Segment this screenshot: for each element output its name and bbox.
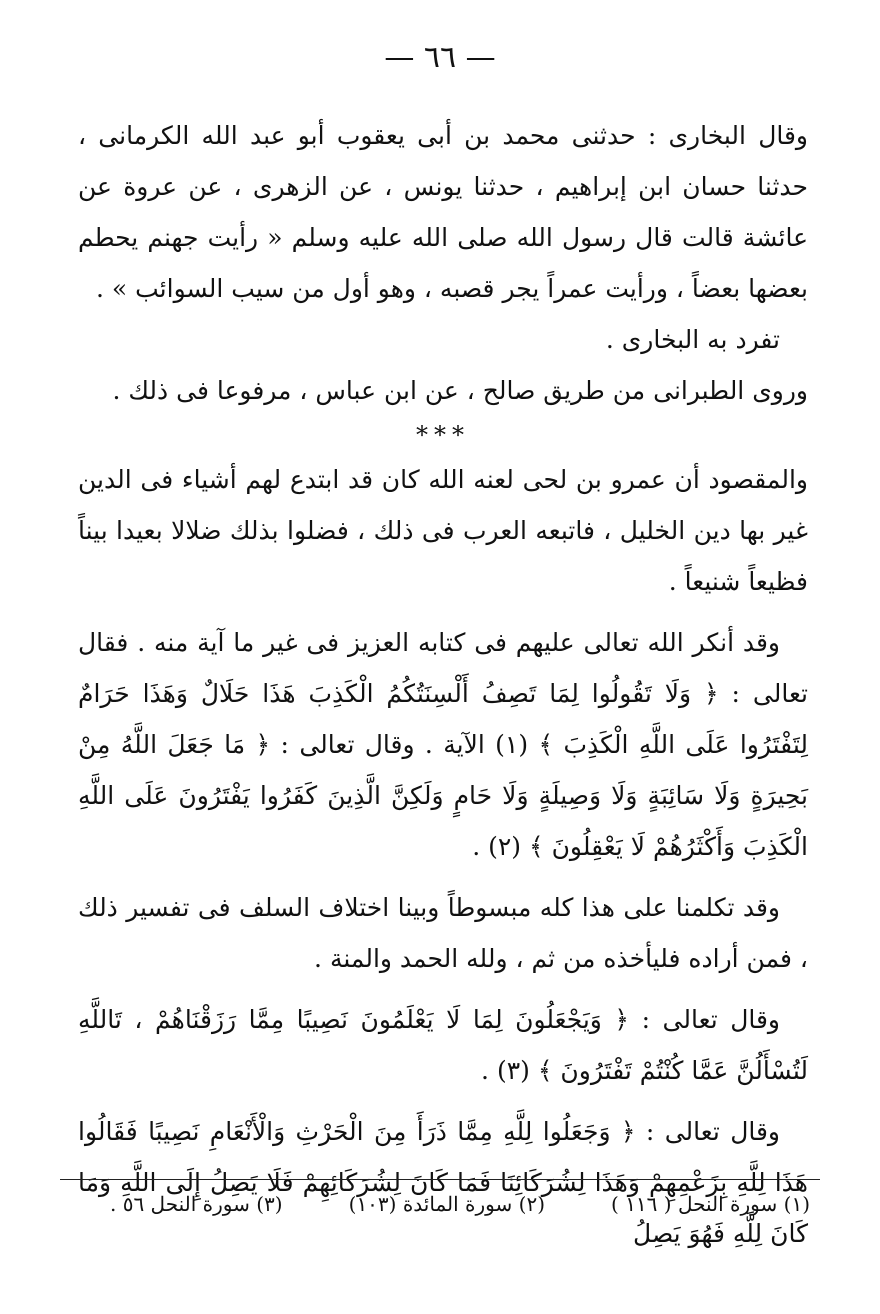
- paragraph-verse-anam: وقال تعالى : ﴿ وَجَعَلُوا لِلَّهِ مِمَّا ذَرَأَ مِنَ الْحَرْثِ وَالْأَنْعَامِ نَصِيبًا فَقَالُوا هَذَا لِلَّهِ بِزَعْمِهِمْ وَهَذَا لِشُرَكَائِنَا فَمَا كَانَ لِشُرَكَائِهِمْ فَلَا يَصِلُ إِلَى اللَّهِ وَمَا كَانَ لِلَّهِ فَهُوَ يَصِلُ: [78, 1117, 808, 1248]
- body-text: [78, 110, 808, 1259]
- paragraph-bukhari-note: تفرد به البخارى .: [605, 325, 780, 354]
- paragraph-tabarani: وروى الطبرانى من طريق صالح ، عن ابن عباس ، مرفوعا فى ذلك .: [112, 376, 808, 405]
- footnote-divider: [60, 1179, 820, 1180]
- section-separator: ***: [416, 421, 470, 449]
- paragraph-bukhari-hadith: وقال البخارى : حدثنى محمد بن أبى يعقوب أبو عبد الله الكرمانى ، حدثنا حسان ابن إبراهيم ، حدثنا يونس ، عن الزهرى ، عن عروة عن عائشة قالت قال رسول الله صلى الله عليه وسلم « رأيت جهنم يحطم بعضها بعضاً ، ورأيت عمراً يجر قصبه ، وهو أول من سيب السوائب » .: [78, 121, 808, 303]
- page-number: — ٦٦ —: [384, 40, 496, 75]
- paragraph-verse-nahl: وقال تعالى : ﴿ وَيَجْعَلُونَ لِمَا لَا يَعْلَمُونَ نَصِيبًا مِمَّا رَزَقْنَاهُمْ ، تَاللَّهِ لَتُسْأَلُنَّ عَمَّا كُنْتُمْ تَفْتَرُونَ ﴾ (٣) .: [78, 1005, 808, 1085]
- footnote-3: (٣) سورة النحل ٥٦ .: [110, 1192, 283, 1216]
- paragraph-quran-condemnation: وقد أنكر الله تعالى عليهم فى كتابه العزيز فى غير ما آية منه . فقال تعالى : ﴿ وَلَا تَقُولُوا لِمَا تَصِفُ أَلْسِنَتُكُمُ الْكَذِبَ هَذَا حَلَالٌ وَهَذَا حَرَامٌ لِتَفْتَرُوا عَلَى اللَّهِ الْكَذِبَ ﴾ (١) الآية . وقال تعالى : ﴿ مَا جَعَلَ اللَّهُ مِنْ بَحِيرَةٍ وَلَا سَائِبَةٍ وَلَا وَصِيلَةٍ وَلَا حَامٍ وَلَكِنَّ الَّذِينَ كَفَرُوا يَفْتَرُونَ عَلَى اللَّهِ الْكَذِبَ وَأَكْثَرُهُمْ لَا يَعْقِلُونَ ﴾ (٢) .: [78, 628, 808, 861]
- paragraph-amr-ibn-luhay: والمقصود أن عمرو بن لحى لعنه الله كان قد ابتدع لهم أشياء فى الدين غير بها دين الخليل ، فاتبعه العرب فى ذلك ، فضلوا بذلك ضلالا بعيدا بيناً فظيعاً شنيعاً .: [78, 465, 808, 596]
- footnotes: [110, 1192, 810, 1216]
- footnote-2: (٢) سورة المائدة (١٠٣): [348, 1192, 545, 1216]
- footnote-1: (١) سورة النحل ( ١١٦ ): [611, 1192, 810, 1216]
- paragraph-tafsir-reference: وقد تكلمنا على هذا كله مبسوطاً وبينا اختلاف السلف فى تفسير ذلك ، فمن أراده فليأخذه من ثم ، ولله الحمد والمنة .: [78, 893, 808, 973]
